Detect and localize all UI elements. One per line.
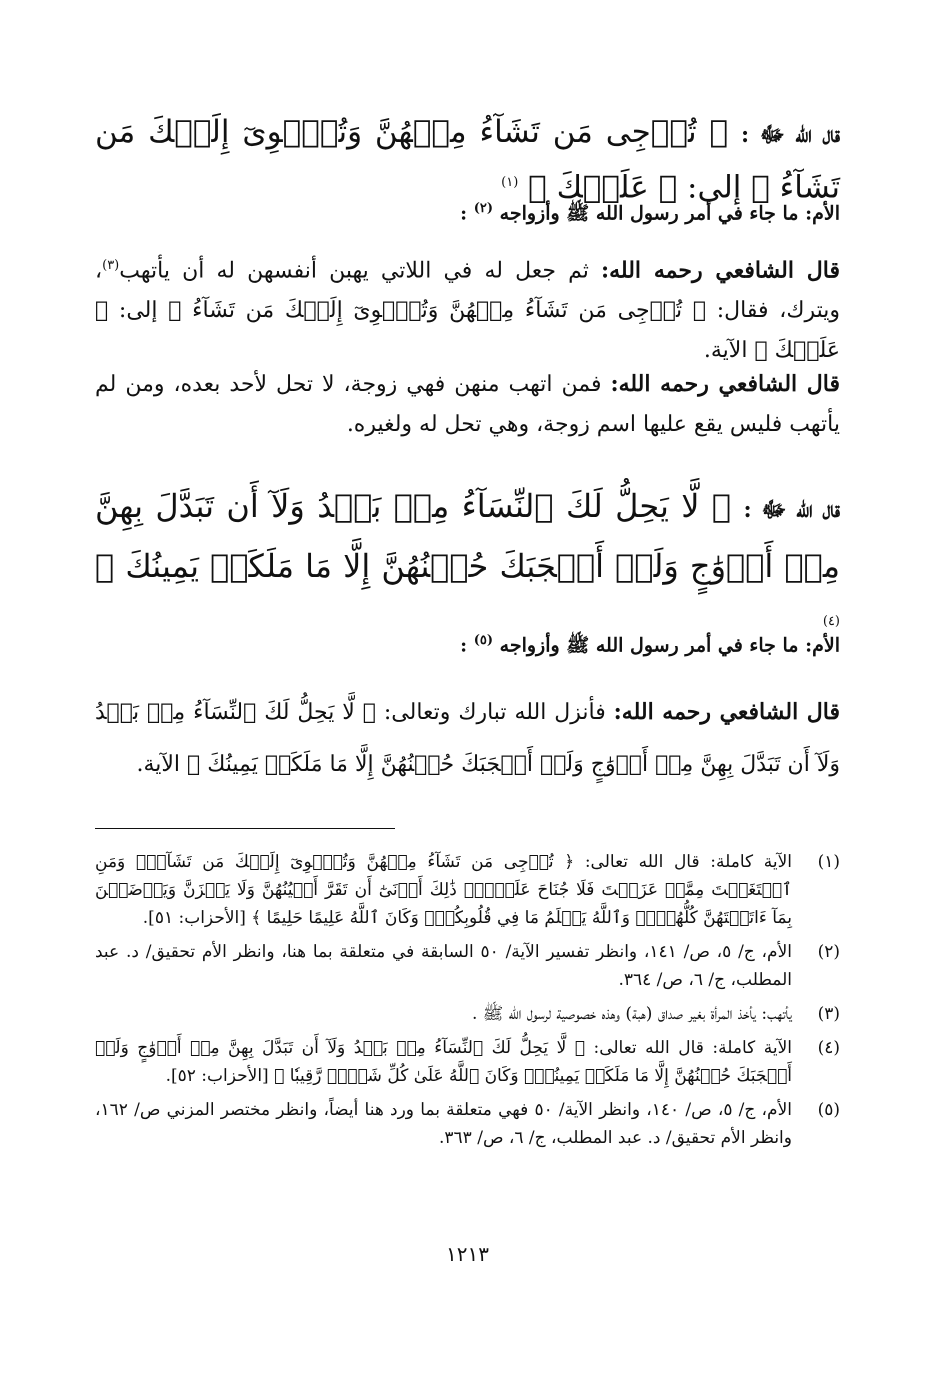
footnote-5 (95, 1096, 840, 1152)
footnote-text: الآية كاملة: قال الله تعالى: ﴿ لَّا يَحِلُّ لَكَ ٱلنِّسَآءُ مِنۢ بَعۡدُ وَلَآ أَن تَبَدَّلَ بِهِنَّ مِنۡ أَزۡوَٰجٍ وَلَوۡ أَعۡجَبَكَ حُسۡنُهُنَّ إِلَّا مَا مَلَكَتۡ يَمِينُكَۗ وَكَانَ ٱللَّهُ عَلَىٰ كُلِّ شَيۡءٖ رَّقِيبٗا ﴾ [الأحزاب: ٥٢]. (95, 1038, 792, 1086)
paragraph-1-footnote-ref: (٣) (102, 258, 120, 273)
verse-1-footnote-ref: (١) (501, 175, 519, 190)
paragraph-3 (95, 686, 840, 791)
footnote-number: (٢) (817, 942, 840, 962)
paragraph-2-text: فمن اتهب منهن فهي زوجة، لا تحل لأحد بعده، ومن لم يأتهب فليس يقع عليها اسم زوجة، وهي تحل له ولغيره. (95, 372, 840, 437)
footnote-number: (١) (817, 852, 840, 872)
paragraph-1-text-2: ، ويترك، فقال: ﴿ تُرۡجِى مَن تَشَآءُ مِنۡهُنَّ وَتُـٔۡوِىٓ إِلَيۡكَ مَن تَشَآءُ ﴾ إلى: ﴿ عَلَيۡكَ ﴾ الآية. (95, 258, 840, 364)
heading-2-text: الأم: ما جاء في أمر رسول الله ﷺ وأزواجه (499, 634, 840, 657)
heading-1-text: الأم: ما جاء في أمر رسول الله ﷺ وأزواجه (499, 202, 840, 225)
heading-1-footnote-ref: (٢) (473, 201, 494, 216)
verse-2-footnote-ref: (٤) (822, 614, 840, 629)
verse-1-label: قال الله ﷻ : (741, 122, 840, 148)
paragraph-1-lead: قال الشافعي رحمه الله: (601, 257, 840, 284)
heading-2-footnote-ref: (٥) (473, 633, 494, 648)
heading-2-colon: : (460, 634, 468, 657)
footnote-2 (95, 938, 840, 994)
footnote-text: الآية كاملة: قال الله تعالى: ﴿ تُرۡجِى مَن تَشَآءُ مِنۡهُنَّ وَتُـٔۡوِىٓ إِلَيۡكَ مَن تَشَآءُۖ وَمَنِ ٱبۡتَغَيۡتَ مِمَّنۡ عَزَلۡتَ فَلَا جُنَاحَ عَلَيۡكَۚ ذَٰلِكَ أَدۡنَىٰٓ أَن تَقَرَّ أَعۡيُنُهُنَّ وَلَا يَحۡزَنَّ وَيَرۡضَيۡنَ بِمَآ ءَاتَيۡتَهُنَّ كُلُّهُنَّۚ وَٱللَّهُ يَعۡلَمُ مَا فِي قُلُوبِكُمۡۚ وَكَانَ ٱللَّهُ عَلِيمًا حَلِيمًا ﴾ [الأحزاب: ٥١]. (95, 852, 792, 928)
verse-2-text: ﴿ لَّا يَحِلُّ لَكَ ٱلنِّسَآءُ مِنۢ بَعۡدُ وَلَآ أَن تَبَدَّلَ بِهِنَّ مِنۡ أَزۡوَٰجٍ وَلَوۡ أَعۡجَبَكَ حُسۡنُهُنَّ إِلَّا مَا مَلَكَتۡ يَمِينُكَ ﴾ (95, 487, 840, 585)
paragraph-3-lead: قال الشافعي رحمه الله: (613, 699, 840, 725)
footnote-number: (٤) (817, 1038, 840, 1058)
footnote-text: الأم، ج/ ٥، ص/ ١٤٠، وانظر الآية/ ٥٠ فهي متعلقة بما ورد هنا أيضاً، وانظر مختصر المزني ص/ ١٦٢، وانظر الأم تحقيق/ د. عبد المطلب، ج/ ٦، ص/ ٣٦٣. (95, 1100, 792, 1148)
heading-1 (95, 194, 840, 228)
paragraph-1 (95, 246, 840, 371)
footnote-separator (95, 828, 395, 829)
footnote-number: (٣) (817, 1004, 840, 1024)
footnote-number: (٥) (817, 1100, 840, 1120)
footnote-3 (95, 1000, 840, 1028)
footnote-1 (95, 848, 840, 932)
footnotes (95, 848, 840, 1158)
footnote-text: الأم، ج/ ٥، ص/ ١٤١، وانظر تفسير الآية/ ٥٠ السابقة في متعلقة بما هنا، وانظر الأم تحقيق/ د. عبد المطلب، ج/ ٦، ص/ ٣٦٤. (95, 942, 792, 990)
verse-1-text: ﴿ تُرۡجِى مَن تَشَآءُ مِنۡهُنَّ وَتُـٔۡوِىٓ إِلَيۡكَ مَن تَشَآءُ ﴾ إلى: ﴿ عَلَيۡكَ ﴾ (95, 114, 840, 206)
paragraph-2-lead: قال الشافعي رحمه الله: (610, 371, 841, 397)
heading-1-colon: : (460, 202, 468, 225)
paragraph-1-text-1: ثم جعل له في اللاتي يهبن أنفسهن له أن يأتهب (119, 258, 589, 284)
footnote-text: يأتهب: يأخذ المرأة بغير صداق (هبة) وهذه خصوصية لرسول الله ﷺ . (471, 1004, 792, 1024)
paragraph-2 (95, 364, 840, 445)
paragraph-3-text: فأنزل الله تبارك وتعالى: ﴿ لَّا يَحِلُّ لَكَ ٱلنِّسَآءُ مِنۢ بَعۡدُ وَلَآ أَن تَبَدَّلَ بِهِنَّ مِنۡ أَزۡوَٰجٍ وَلَوۡ أَعۡجَبَكَ حُسۡنُهُنَّ إِلَّا مَا مَلَكَتۡ يَمِينُكَ ﴾ الآية. (95, 700, 840, 777)
verse-2-label: قال الله ﷻ : (743, 497, 841, 523)
heading-2 (95, 626, 840, 660)
page-number: ١٢١٣ (446, 1242, 489, 1266)
footnote-4 (95, 1034, 840, 1090)
document-page (95, 100, 840, 1380)
